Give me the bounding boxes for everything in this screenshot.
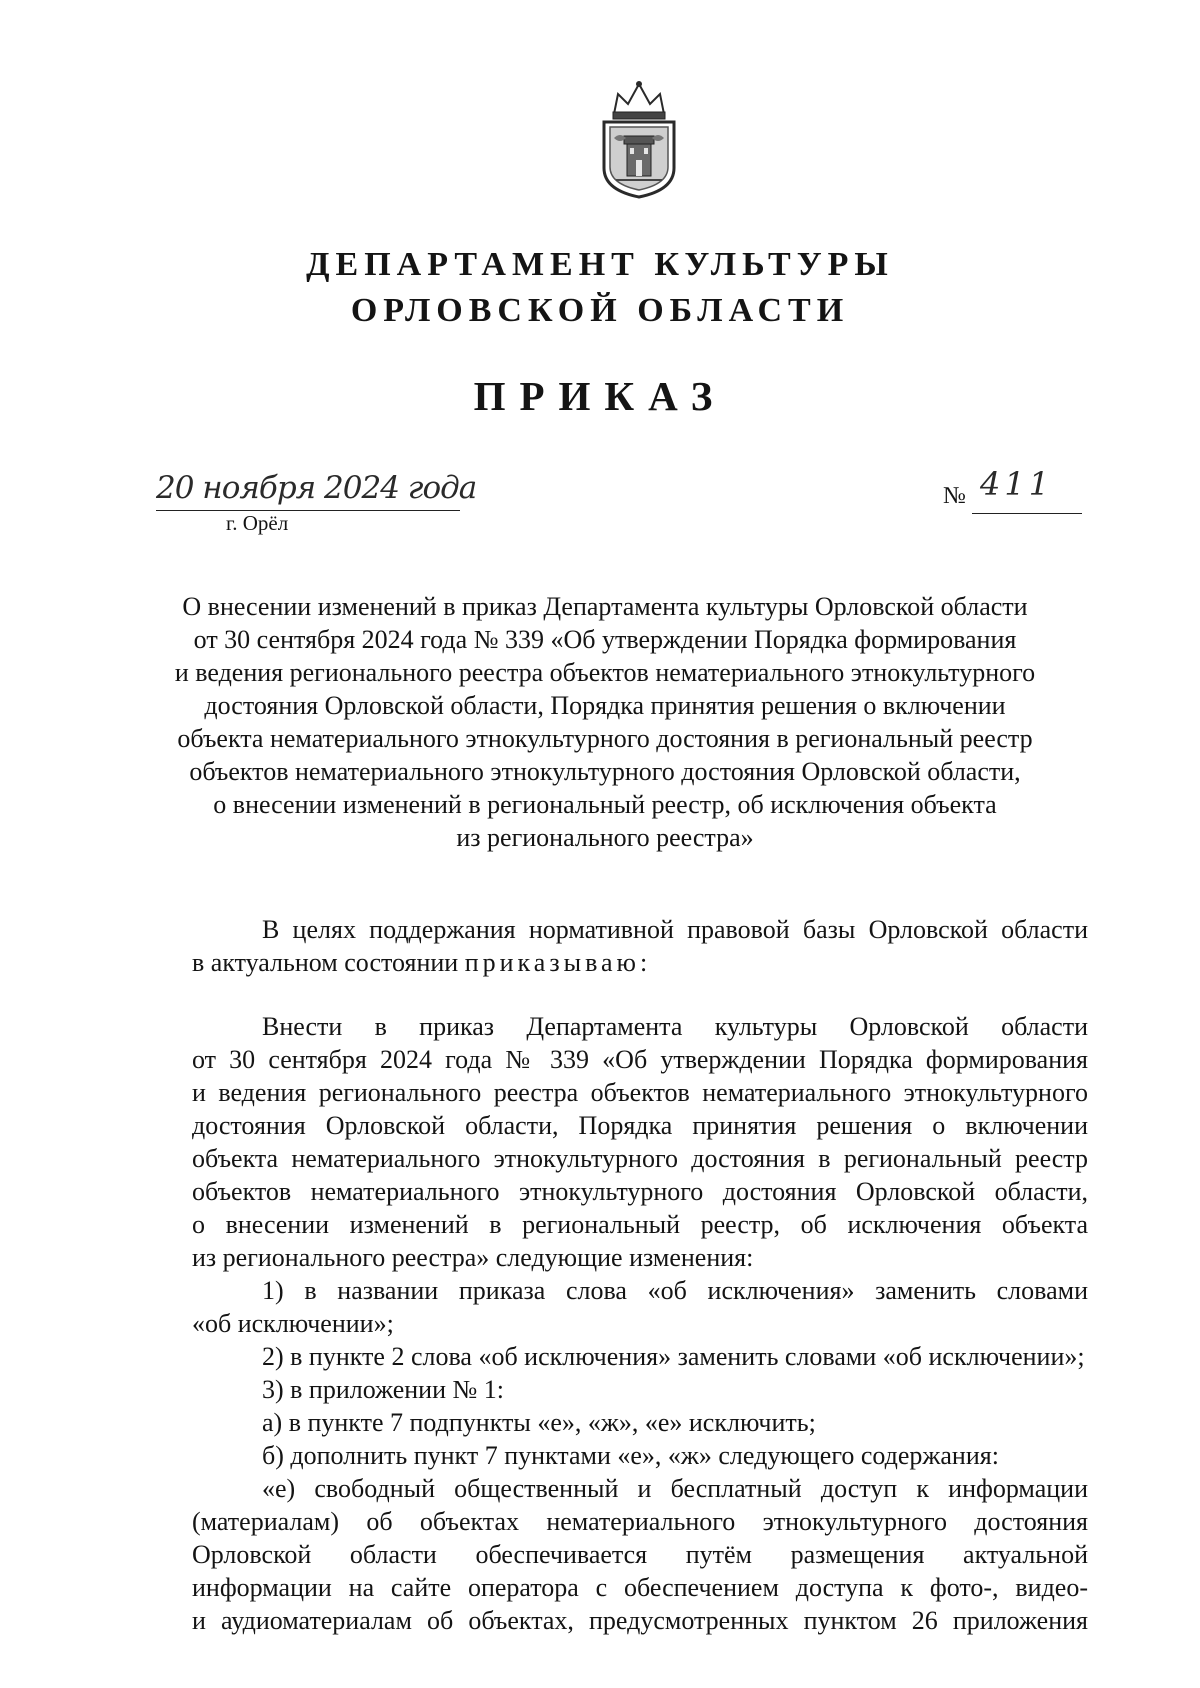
intro-paragraph (192, 913, 1088, 979)
document-type-title: ПРИКАЗ (473, 373, 727, 419)
subject-line: объекта нематериального этнокультурного достояния в региональный реестр (177, 724, 1033, 753)
intro-line: В целях поддержания нормативной правовой базы Орловской области (262, 915, 1088, 944)
body-line: о внесении изменений в региональный реестр, об исключения объекта (192, 1210, 1088, 1239)
body-line: Внести в приказ Департамента культуры Орловской области (262, 1012, 1088, 1041)
body-line: 2) в пункте 2 слова «об исключения» заменить словами «об исключении»; (262, 1342, 1085, 1371)
handwritten-order-number: 411 (980, 465, 1054, 503)
intro-line-prefix: в актуальном состоянии (192, 948, 459, 977)
intro-line (192, 946, 1088, 979)
city-label: г. Орёл (226, 511, 289, 535)
body-line: и аудиоматериалам об объектах, предусмотренных пунктом 26 приложения (192, 1606, 1088, 1635)
body-line: «об исключении»; (192, 1309, 394, 1338)
order-subject (170, 590, 1040, 854)
number-sign: № (943, 483, 966, 509)
order-verb: приказываю: (464, 948, 652, 977)
subject-line: достояния Орловской области, Порядка принятия решения о включении (204, 691, 1006, 720)
subject-line: О внесении изменений в приказ Департамента культуры Орловской области (182, 592, 1028, 621)
body-line: от 30 сентября 2024 года № 339 «Об утверждении Порядка формирования (192, 1045, 1088, 1074)
body-line: (материалам) об объектах нематериального этнокультурного достояния (192, 1507, 1088, 1536)
subject-line: из регионального реестра» (456, 823, 754, 852)
body-line: Орловской области обеспечивается путём размещения актуальной (192, 1540, 1088, 1569)
main-paragraph (192, 1010, 1088, 1637)
body-line: и ведения регионального реестра объектов нематериального этнокультурного (192, 1078, 1088, 1107)
body-line: объекта нематериального этнокультурного достояния в региональный реестр (192, 1144, 1088, 1173)
body-line: достояния Орловской области, Порядка принятия решения о включении (192, 1111, 1088, 1140)
body-line: информации на сайте оператора с обеспечением доступа к фото-, видео- (192, 1573, 1088, 1602)
number-underline (972, 513, 1082, 514)
body-line: а) в пункте 7 подпункты «е», «ж», «е» исключить; (262, 1408, 816, 1437)
body-line: «е) свободный общественный и бесплатный доступ к информации (262, 1474, 1088, 1503)
coat-of-arms-icon (596, 80, 682, 200)
subject-line: от 30 сентября 2024 года № 339 «Об утверждении Порядка формирования (193, 625, 1017, 654)
subject-line: объектов нематериального этнокультурного достояния Орловской области, (189, 757, 1021, 786)
department-name-line2: ОРЛОВСКОЙ ОБЛАСТИ (350, 292, 850, 329)
department-name-line1: ДЕПАРТАМЕНТ КУЛЬТУРЫ (306, 246, 894, 283)
body-line: б) дополнить пункт 7 пунктами «е», «ж» следующего содержания: (262, 1441, 999, 1470)
body-line: объектов нематериального этнокультурного достояния Орловской области, (192, 1177, 1088, 1206)
body-line: 3) в приложении № 1: (262, 1375, 505, 1404)
date-underline (156, 510, 460, 511)
subject-line: о внесении изменений в региональный реестр, об исключения объекта (213, 790, 997, 819)
handwritten-date: 20 ноября 2024 года (156, 470, 477, 506)
body-line: из регионального реестра» следующие изменения: (192, 1243, 754, 1272)
body-line: 1) в названии приказа слова «об исключения» заменить словами (262, 1276, 1088, 1305)
subject-line: и ведения регионального реестра объектов нематериального этнокультурного (174, 658, 1036, 687)
